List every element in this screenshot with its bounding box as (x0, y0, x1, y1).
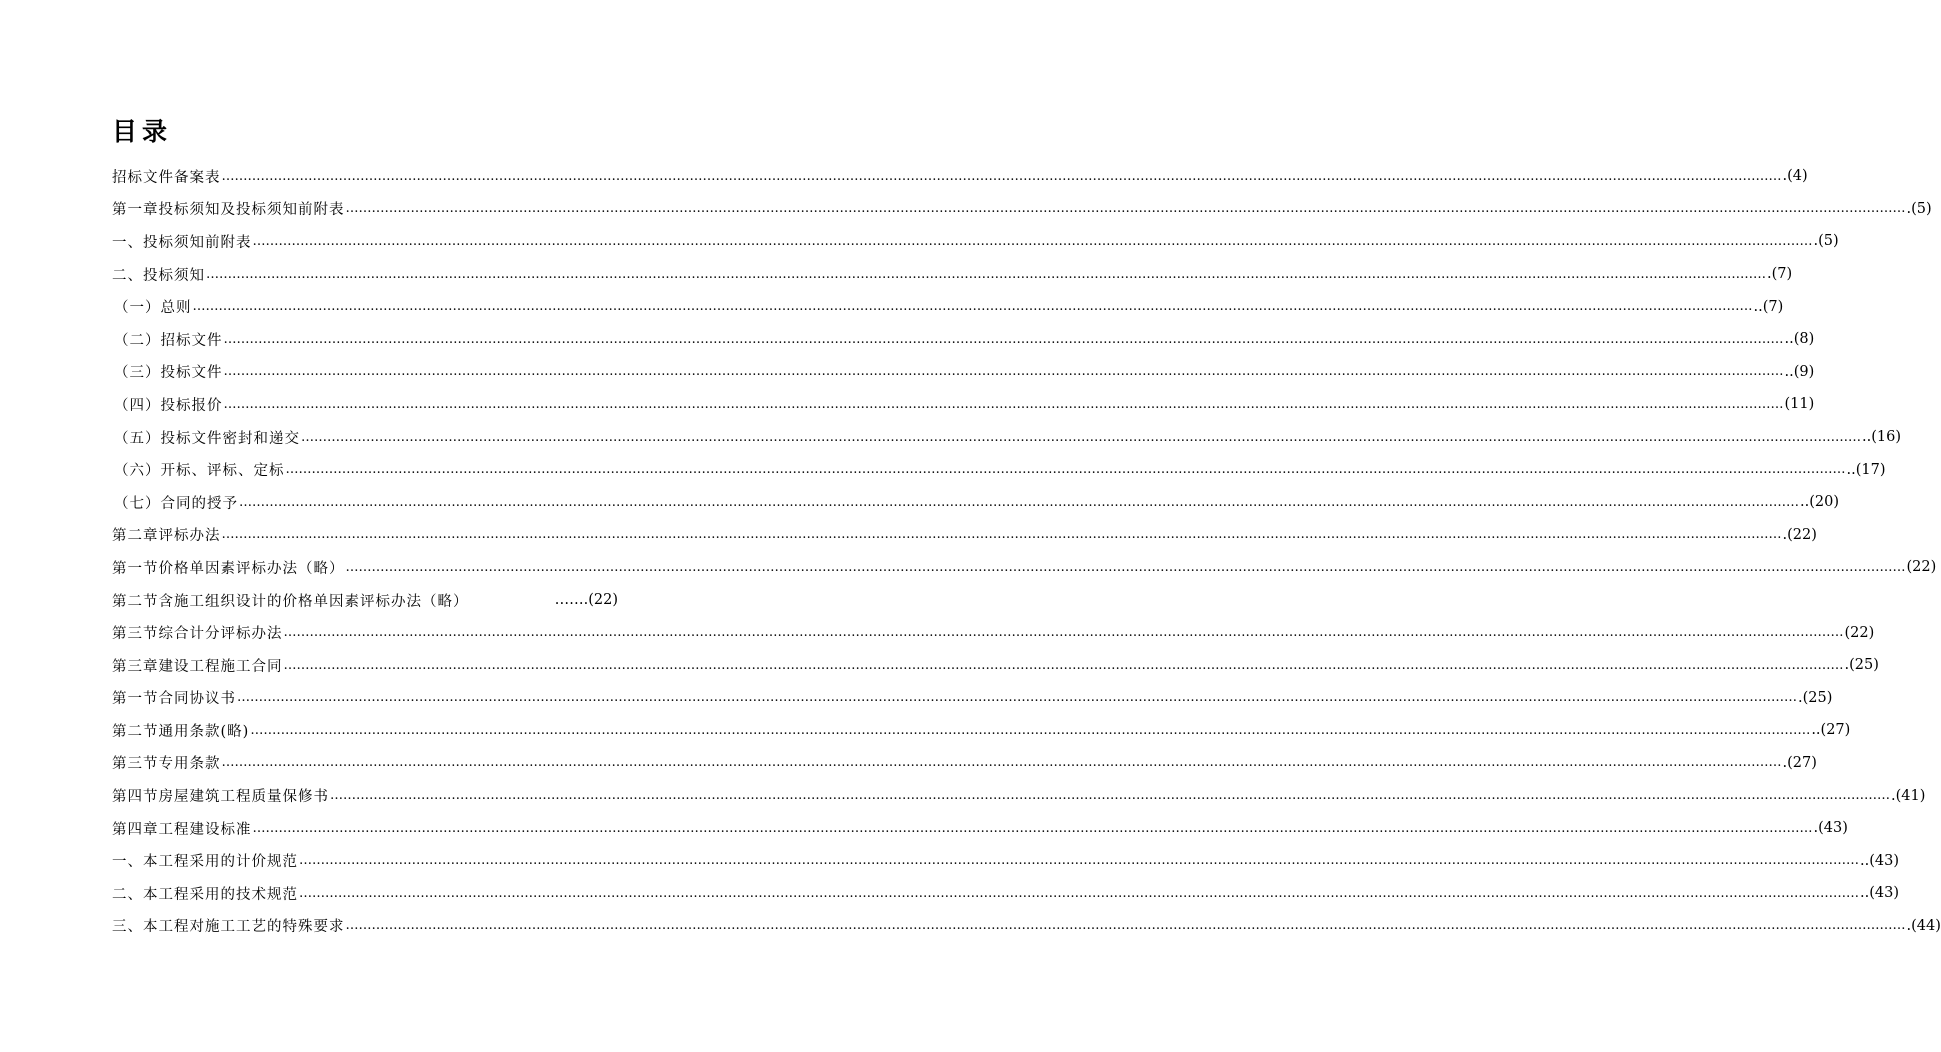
toc-entry[interactable] (0, 258, 1793, 291)
toc-page-number: .(4) (1782, 168, 1808, 185)
toc-entry-label: （五）投标文件密封和递交 (114, 430, 300, 447)
toc-entry[interactable] (0, 812, 1848, 845)
toc-entry-title: 建设工程施工合同 (158, 658, 283, 675)
toc-leader-dots: ……………………………………………………………………………………………………………………………………………………………………………………………………………………………………………………………………………………………………………………………… (285, 462, 1846, 478)
toc-entry-label: 第二节通用条款(略) (112, 723, 250, 740)
toc-entry-label: 第三节 (112, 756, 159, 773)
toc-entry-label: 第四节 (112, 789, 159, 806)
toc-leader-dots: ……………………………………………………………………………………………………………………………………………………………………………………………………………………………………………………………………………………………………………………………… (223, 364, 1784, 380)
toc-page-number: ..(43) (1860, 852, 1899, 869)
toc-leader-dots: ……………………………………………………………………………………………………………………………………………………………………………………………………………………………………………………………………………………………………………………………… (221, 168, 1782, 184)
toc-entry-title: 评标办法 (158, 528, 221, 545)
toc-page-number: ..(17) (1846, 461, 1886, 478)
toc-entry[interactable] (0, 714, 1851, 747)
toc-entry[interactable] (0, 682, 1833, 715)
toc-entry-label: 第二节含施工组织设计的价格单因素评标办法（略） (112, 593, 469, 610)
toc-leader-dots: ……………………………………………………………………………………………………………………………………………………………………………………………………………………………………………………………………………………………………………………………… (299, 853, 1859, 869)
toc-leader-dots: ……………………………………………………………………………………………………………………………………………………………………………………………………………………………………………………………………………………………………………………………… (239, 494, 1799, 510)
toc-entry-label: 第一节合同协议书 (112, 691, 236, 708)
toc-entry[interactable] (0, 519, 1817, 552)
toc-entry-title: 投标须知及投标须知前附表 (158, 202, 345, 219)
toc-entry[interactable] (0, 747, 1817, 780)
toc-page-number: ..(27) (1811, 722, 1851, 739)
toc-leader-dots: ……………………………………………………………………………………………………………………………………………………………………………………………………………………………………………………………………………………………………………………………… (221, 527, 1782, 543)
toc-entry-label: （七）合同的授予 (114, 495, 238, 512)
toc-entry[interactable] (0, 779, 1926, 812)
toc-list (0, 160, 1941, 942)
toc-leader-dots: ……………………………………………………………………………………………………………………………………………………………………………………………………………………………………………………………………………………………………………………………… (345, 201, 1906, 217)
toc-entry-label: 第二章 (112, 528, 159, 545)
toc-entry[interactable] (0, 551, 1937, 584)
toc-entry[interactable] (0, 844, 1899, 877)
toc-entry-label: 第三节 (112, 626, 159, 643)
toc-page-number: …….(22) (554, 592, 618, 609)
toc-entry[interactable] (0, 453, 1886, 486)
toc-page-number: ..(7) (1753, 298, 1784, 315)
toc-leader-dots: ……………………………………………………………………………………………………………………………………………………………………………………………………………………………………………………………………………………………………………………………… (223, 331, 1784, 347)
toc-leader-dots: ……………………………………………………………………………………………………………………………………………………………………………………………………………………………………………………………………………………………………………………………… (252, 233, 1813, 249)
toc-leader-dots: ……………………………………………………………………………………………………………………………………………………………………………………………………………………………………………………………………………………………………………………………… (206, 266, 1766, 282)
toc-page-number: ..(20) (1800, 494, 1839, 511)
toc-page-number: (22) (1906, 559, 1937, 576)
toc-entry-label: 一、本工程采用的计价规范 (112, 854, 298, 871)
toc-entry-title: 投标须知 (143, 267, 205, 284)
toc-leader-dots: ……………………………………………………………………………………………………………………………………………………………………………………………………………………………………………………………………………………………………………………………… (192, 299, 1753, 315)
toc-page-number: ..(43) (1860, 885, 1899, 902)
toc-entry-label: （四）投标报价 (114, 397, 223, 414)
toc-leader-dots: ……………………………………………………………………………………………………………………………………………………………………………………………………………………………………………………………………………………………………………………………… (237, 690, 1797, 706)
toc-entry-label: （一）总则 (114, 300, 192, 317)
toc-page-number: .(41) (1891, 787, 1926, 804)
toc-page-number: ..(9) (1784, 363, 1815, 380)
toc-entry[interactable] (0, 193, 1932, 226)
toc-leader-dots: ……………………………………………………………………………………………………………………………………………………………………………………………………………………………………………………………………………………………………………………………… (345, 559, 1906, 575)
toc-entry-label: （六）开标、评标、定标 (114, 463, 285, 480)
toc-entry-label: 招标文件备案表 (112, 169, 221, 186)
toc-entry[interactable] (0, 421, 1901, 454)
toc-entry-title: 工程建设标准 (158, 821, 252, 838)
toc-entry[interactable] (0, 877, 1899, 910)
toc-entry[interactable] (0, 290, 1784, 323)
toc-page-number: .(7) (1767, 266, 1793, 283)
toc-entry-label: 一、 (112, 234, 143, 251)
toc-entry-title: 综合计分评标办法 (158, 626, 283, 643)
toc-entry[interactable] (0, 584, 618, 617)
toc-leader-dots: ……………………………………………………………………………………………………………………………………………………………………………………………………………………………………………………………………………………………………………………………… (223, 396, 1784, 412)
toc-entry[interactable] (0, 323, 1815, 356)
toc-entry-label: （三）投标文件 (114, 365, 223, 382)
toc-entry-title: 房屋建筑工程质量保修书 (158, 789, 329, 806)
toc-page-number: .(27) (1782, 754, 1817, 771)
toc-title: 目录 (112, 117, 173, 146)
toc-entry-label: 二、本工程采用的技术规范 (112, 886, 298, 903)
toc-entry-label: 二、 (112, 267, 143, 284)
toc-entry[interactable] (0, 160, 1808, 193)
toc-page-number: .(43) (1813, 820, 1848, 837)
toc-page-number: .(25) (1844, 657, 1879, 674)
toc-entry[interactable] (0, 356, 1815, 389)
toc-page-number: (22) (1844, 624, 1875, 641)
toc-page-number: .(25) (1798, 689, 1833, 706)
toc-entry[interactable] (0, 910, 1941, 943)
toc-entry-label: 第四章 (112, 821, 159, 838)
toc-page-number: (11) (1784, 396, 1815, 413)
toc-entry[interactable] (0, 649, 1879, 682)
toc-leader-dots: ……………………………………………………………………………………………………………………………………………………………………………………………………………………………………………………………………………………………………………………………… (345, 918, 1906, 934)
toc-leader-dots: ……………………………………………………………………………………………………………………………………………………………………………………………………………………………………………………………………………………………………………………………… (252, 820, 1813, 836)
toc-entry-label: 第三章 (112, 658, 159, 675)
toc-page-number: .(44) (1906, 917, 1941, 934)
toc-leader-dots: ……………………………………………………………………………………………………………………………………………………………………………………………………………………………………………………………………………………………………………………………… (330, 788, 1890, 804)
toc-entry[interactable] (0, 486, 1839, 519)
toc-page-number: ..(8) (1784, 331, 1815, 348)
toc-leader-dots: ……………………………………………………………………………………………………………………………………………………………………………………………………………………………………………………………………………………………………………………………… (221, 755, 1782, 771)
toc-entry-label: 第一章 (112, 202, 159, 219)
toc-entry-label: （二）招标文件 (114, 332, 223, 349)
toc-entry-label: 三、本工程对施工工艺的特殊要求 (112, 919, 345, 936)
toc-page-number: .(5) (1906, 200, 1932, 217)
toc-leader-dots: ……………………………………………………………………………………………………………………………………………………………………………………………………………………………………………………………………………………………………………………………… (299, 885, 1859, 901)
toc-entry[interactable] (0, 388, 1815, 421)
toc-page-number: ..(16) (1862, 429, 1901, 446)
toc-page-number: .(5) (1813, 233, 1839, 250)
toc-leader-dots: ……………………………………………………………………………………………………………………………………………………………………………………………………………………………………………………………………………………………………………………………… (250, 722, 1811, 738)
toc-leader-dots: ……………………………………………………………………………………………………………………………………………………………………………………………………………………………………………………………………………………………………………………………… (301, 429, 1861, 445)
toc-leader-dots: ……………………………………………………………………………………………………………………………………………………………………………………………………………………………………………………………………………………………………………………………… (283, 657, 1844, 673)
toc-leader-dots: ……………………………………………………………………………………………………………………………………………………………………………………………………………………………………………………………………………………………………………………………… (283, 625, 1844, 641)
toc-entry[interactable] (0, 225, 1839, 258)
toc-entry-label: 第一节价格单因素评标办法（略） (112, 560, 345, 577)
toc-entry-title: 专用条款 (158, 756, 221, 773)
toc-page-number: .(22) (1782, 526, 1817, 543)
toc-entry[interactable] (0, 616, 1875, 649)
toc-entry-title: 投标须知前附表 (143, 234, 252, 251)
